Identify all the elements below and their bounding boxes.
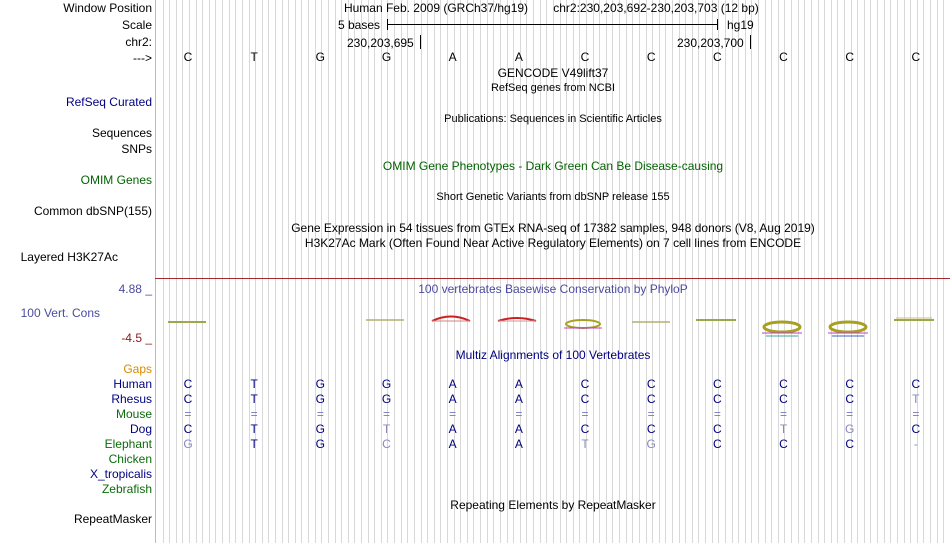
- alignment-base: G: [315, 422, 325, 436]
- alignment-base: T: [779, 422, 788, 436]
- cons-logo-6: [498, 318, 536, 321]
- guide-line: [434, 0, 435, 543]
- cons-min-label: -4.5 _: [121, 331, 152, 345]
- alignment-base: T: [250, 422, 258, 436]
- alignment-base: C: [845, 437, 854, 451]
- guide-line: [784, 0, 785, 543]
- guide-line: [169, 0, 170, 543]
- strand-arrow[interactable]: --->: [133, 51, 152, 65]
- guide-line: [209, 0, 210, 543]
- guide-line: [295, 0, 296, 543]
- alignment-base: C: [712, 437, 722, 451]
- track-labels: [0, 0, 155, 543]
- species-label-human[interactable]: Human: [113, 377, 152, 391]
- guide-line: [698, 0, 699, 543]
- guide-line: [315, 0, 316, 543]
- guide-line: [215, 0, 216, 543]
- alignment-base: G: [183, 437, 193, 451]
- alignment-base: C: [779, 377, 788, 391]
- guide-line: [196, 0, 197, 543]
- alignment-base: T: [912, 392, 920, 406]
- guide-line: [163, 0, 164, 543]
- reference-base: A: [448, 50, 457, 64]
- guide-line: [328, 0, 329, 543]
- guide-line: [864, 0, 865, 543]
- guide-line: [626, 0, 627, 543]
- scale-text: 5 bases: [338, 18, 381, 32]
- alignment-base: T: [382, 422, 391, 436]
- gtex-title[interactable]: Gene Expression in 54 tissues from GTEx RNA-seq of 17382 samples, 948 donors (V8, Aug 2019): [291, 221, 815, 235]
- alignment-base: C: [845, 377, 854, 391]
- guide-line: [890, 0, 891, 543]
- guide-line: [877, 0, 878, 543]
- scale-tick-left: [387, 19, 388, 30]
- layered-h3k27ac-label[interactable]: Layered H3K27Ac: [20, 250, 118, 264]
- guide-line: [348, 0, 349, 543]
- guide-line: [897, 0, 898, 543]
- guide-line: [685, 0, 686, 543]
- alignment-base: C: [580, 377, 590, 391]
- guide-line: [837, 0, 838, 543]
- alignment-base: A: [448, 392, 457, 406]
- guide-line: [407, 0, 408, 543]
- alignment-base: =: [382, 407, 390, 421]
- alignment-base: C: [646, 377, 656, 391]
- cons-logo-1: [168, 319, 206, 324]
- snps-label[interactable]: SNPs: [121, 142, 152, 156]
- guide-line: [824, 0, 825, 543]
- alignment-base: G: [381, 377, 392, 391]
- scale-bar: [387, 24, 718, 25]
- species-label-rhesus[interactable]: Rhesus: [111, 392, 152, 406]
- alignment-base: A: [448, 437, 457, 451]
- guide-line: [401, 0, 402, 543]
- guide-line: [923, 0, 924, 543]
- reference-base: C: [911, 50, 921, 64]
- guide-line: [229, 0, 230, 543]
- guide-line: [778, 0, 779, 543]
- alignment-base: C: [712, 392, 722, 406]
- alignment-base: =: [316, 407, 324, 421]
- guide-line: [361, 0, 362, 543]
- guide-line: [354, 0, 355, 543]
- track-group-divider: [155, 278, 950, 279]
- guide-line: [804, 0, 805, 543]
- alignment-base: C: [779, 437, 788, 451]
- repeatmasker-label[interactable]: RepeatMasker: [73, 512, 152, 526]
- guide-line: [414, 0, 415, 543]
- guide-line: [725, 0, 726, 543]
- guide-line: [619, 0, 620, 543]
- guide-line: [222, 0, 223, 543]
- alignment-base: G: [315, 437, 325, 451]
- alignment-base: =: [647, 407, 655, 421]
- guide-line: [202, 0, 203, 543]
- guide-line: [249, 0, 250, 543]
- vert-cons-label[interactable]: 100 Vert. Cons: [20, 306, 100, 320]
- coord-tick-left: [420, 35, 421, 49]
- conservation-logo-plot[interactable]: [156, 300, 950, 350]
- alignment-base: A: [514, 437, 523, 451]
- species-label-mouse[interactable]: Mouse: [115, 407, 152, 421]
- alignment-base: -: [913, 437, 918, 451]
- coord-left: 230,203,695: [347, 36, 414, 50]
- guide-line: [937, 0, 938, 543]
- alignment-base: C: [712, 377, 722, 391]
- guide-line: [176, 0, 177, 543]
- guide-line: [857, 0, 858, 543]
- alignment-base: =: [184, 407, 192, 421]
- guide-line: [652, 0, 653, 543]
- refseq-curated-label[interactable]: RefSeq Curated: [65, 95, 152, 109]
- guide-line: [646, 0, 647, 543]
- alignment-base: T: [250, 392, 258, 406]
- guide-line: [282, 0, 283, 543]
- guide-line: [705, 0, 706, 543]
- omim-genes-label[interactable]: OMIM Genes: [80, 173, 152, 187]
- reference-base: C: [712, 50, 722, 64]
- alignment-base: =: [779, 407, 787, 421]
- alignment-base: C: [845, 392, 854, 406]
- gaps-label[interactable]: Gaps: [123, 362, 152, 376]
- guide-line: [394, 0, 395, 543]
- guide-line: [930, 0, 931, 543]
- guide-line: [321, 0, 322, 543]
- alignment-base: C: [911, 422, 921, 436]
- guide-line: [301, 0, 302, 543]
- guide-line: [771, 0, 772, 543]
- alignment-base: =: [250, 407, 258, 421]
- omim-title[interactable]: OMIM Gene Phenotypes - Dark Green Can Be Disease-causing: [382, 159, 724, 173]
- alignment-base: =: [912, 407, 920, 421]
- cons-logo-11: [828, 322, 868, 336]
- guide-line: [718, 0, 719, 543]
- guide-line: [659, 0, 660, 543]
- alignment-base: C: [911, 377, 921, 391]
- guide-line: [454, 0, 455, 543]
- guide-line: [235, 0, 236, 543]
- reference-base: A: [514, 50, 523, 64]
- guide-line: [487, 0, 488, 543]
- h3k27ac-title[interactable]: H3K27Ac Mark (Often Found Near Active Regulatory Elements) on 7 cell lines from ENCODE: [304, 236, 802, 250]
- alignment-base: =: [846, 407, 854, 421]
- guide-line: [943, 0, 944, 543]
- guide-line: [255, 0, 256, 543]
- reference-base: C: [845, 50, 854, 64]
- guide-line: [447, 0, 448, 543]
- coord-tick-right: [750, 35, 751, 49]
- scale-tick-right: [717, 19, 718, 30]
- guide-line: [712, 0, 713, 543]
- alignment-base: G: [844, 422, 855, 436]
- repeatmasker-title[interactable]: Repeating Elements by RepeatMasker: [450, 498, 656, 512]
- guide-line: [732, 0, 733, 543]
- reference-base: G: [381, 50, 392, 64]
- assembly-title: Human Feb. 2009 (GRCh37/hg19): [343, 1, 529, 15]
- guide-line: [182, 0, 183, 543]
- guide-line: [811, 0, 812, 543]
- alignment-base: A: [514, 392, 523, 406]
- cons-logo-12: [894, 318, 934, 320]
- guide-line: [387, 0, 388, 543]
- coord-right: 230,203,700: [677, 36, 744, 50]
- alignment-base: A: [514, 422, 523, 436]
- cons-logo-10: [762, 322, 802, 336]
- multiz-title[interactable]: Multiz Alignments of 100 Vertebrates: [455, 348, 651, 362]
- guide-line: [904, 0, 905, 543]
- guide-line: [851, 0, 852, 543]
- refseq-title[interactable]: RefSeq genes from NCBI: [490, 82, 616, 94]
- publications-title[interactable]: Publications: Sequences in Scientific Articles: [444, 113, 662, 125]
- alignment-base: C: [779, 392, 788, 406]
- guide-line: [745, 0, 746, 543]
- guide-line: [335, 0, 336, 543]
- alignment-base: C: [580, 422, 590, 436]
- guide-line: [765, 0, 766, 543]
- guide-line: [831, 0, 832, 543]
- guide-line: [632, 0, 633, 543]
- guide-line: [679, 0, 680, 543]
- species-label-xtropicalis[interactable]: X_tropicalis: [89, 467, 152, 481]
- chrom-label: chr2:: [125, 35, 152, 49]
- cons-max-label: 4.88 _: [118, 282, 152, 296]
- alignment-base: C: [183, 422, 193, 436]
- reference-base: C: [646, 50, 656, 64]
- reference-base: C: [183, 50, 193, 64]
- guide-line: [275, 0, 276, 543]
- alignment-base: C: [646, 392, 656, 406]
- species-label-dog[interactable]: Dog: [129, 422, 152, 436]
- guide-line: [268, 0, 269, 543]
- guide-line: [672, 0, 673, 543]
- guide-line: [381, 0, 382, 543]
- alignment-base: C: [712, 422, 722, 436]
- dbsnp-title[interactable]: Short Genetic Variants from dbSNP release 155: [436, 191, 670, 203]
- guide-line: [473, 0, 474, 543]
- guide-line: [189, 0, 190, 543]
- guide-line: [288, 0, 289, 543]
- guide-line: [368, 0, 369, 543]
- scale-db: hg19: [727, 18, 754, 32]
- alignment-base: G: [315, 392, 325, 406]
- guide-line: [751, 0, 752, 543]
- track-area[interactable]: [156, 0, 950, 543]
- alignment-base: =: [515, 407, 523, 421]
- guide-line: [844, 0, 845, 543]
- alignment-base: T: [581, 437, 589, 451]
- phylop-title[interactable]: 100 vertebrates Basewise Conservation by PhyloP: [418, 282, 688, 296]
- common-dbsnp-label[interactable]: Common dbSNP(155): [33, 204, 152, 218]
- reference-base: G: [315, 50, 325, 64]
- guide-line: [308, 0, 309, 543]
- guide-line: [421, 0, 422, 543]
- sequences-label[interactable]: Sequences: [91, 126, 152, 140]
- reference-base: C: [580, 50, 590, 64]
- guide-line: [480, 0, 481, 543]
- guide-line: [798, 0, 799, 543]
- alignment-base: =: [713, 407, 721, 421]
- guide-line: [440, 0, 441, 543]
- species-label-chicken[interactable]: Chicken: [108, 452, 152, 466]
- alignment-base: C: [580, 392, 590, 406]
- svg-text:cccc: cccc: [183, 319, 191, 324]
- guide-line: [692, 0, 693, 543]
- reference-base: C: [779, 50, 788, 64]
- alignment-base: G: [315, 377, 325, 391]
- guide-line: [460, 0, 461, 543]
- alignment-base: T: [250, 377, 258, 391]
- alignment-base: C: [183, 377, 193, 391]
- guide-line: [374, 0, 375, 543]
- guide-line: [738, 0, 739, 543]
- alignment-base: C: [183, 392, 193, 406]
- window-position-value: chr2:230,203,692-230,203,703 (12 bp): [553, 1, 759, 15]
- guide-line: [262, 0, 263, 543]
- alignment-base: G: [646, 437, 656, 451]
- guide-line: [467, 0, 468, 543]
- alignment-base: =: [581, 407, 589, 421]
- alignment-base: A: [448, 377, 457, 391]
- alignment-base: C: [646, 422, 656, 436]
- cons-logo-5: [432, 317, 470, 322]
- guide-line: [917, 0, 918, 543]
- species-label-zebrafish[interactable]: Zebrafish: [101, 482, 152, 496]
- guide-line: [791, 0, 792, 543]
- guide-line: [870, 0, 871, 543]
- guide-line: [758, 0, 759, 543]
- alignment-base: G: [381, 392, 392, 406]
- gencode-title[interactable]: GENCODE V49lift37: [497, 66, 609, 80]
- window-position-label: Window Position: [63, 1, 152, 15]
- guide-line: [818, 0, 819, 543]
- alignment-base: =: [449, 407, 457, 421]
- species-label-elephant[interactable]: Elephant: [104, 437, 152, 451]
- alignment-base: T: [250, 437, 258, 451]
- alignment-base: C: [382, 437, 391, 451]
- reference-base: T: [250, 50, 258, 64]
- scale-label: Scale: [121, 18, 152, 32]
- guide-line: [242, 0, 243, 543]
- guide-line: [427, 0, 428, 543]
- guide-line: [341, 0, 342, 543]
- guide-line: [639, 0, 640, 543]
- guide-line: [665, 0, 666, 543]
- guide-line: [910, 0, 911, 543]
- cons-logo-7: [564, 320, 602, 328]
- alignment-base: A: [448, 422, 457, 436]
- guide-line: [884, 0, 885, 543]
- alignment-base: A: [514, 377, 523, 391]
